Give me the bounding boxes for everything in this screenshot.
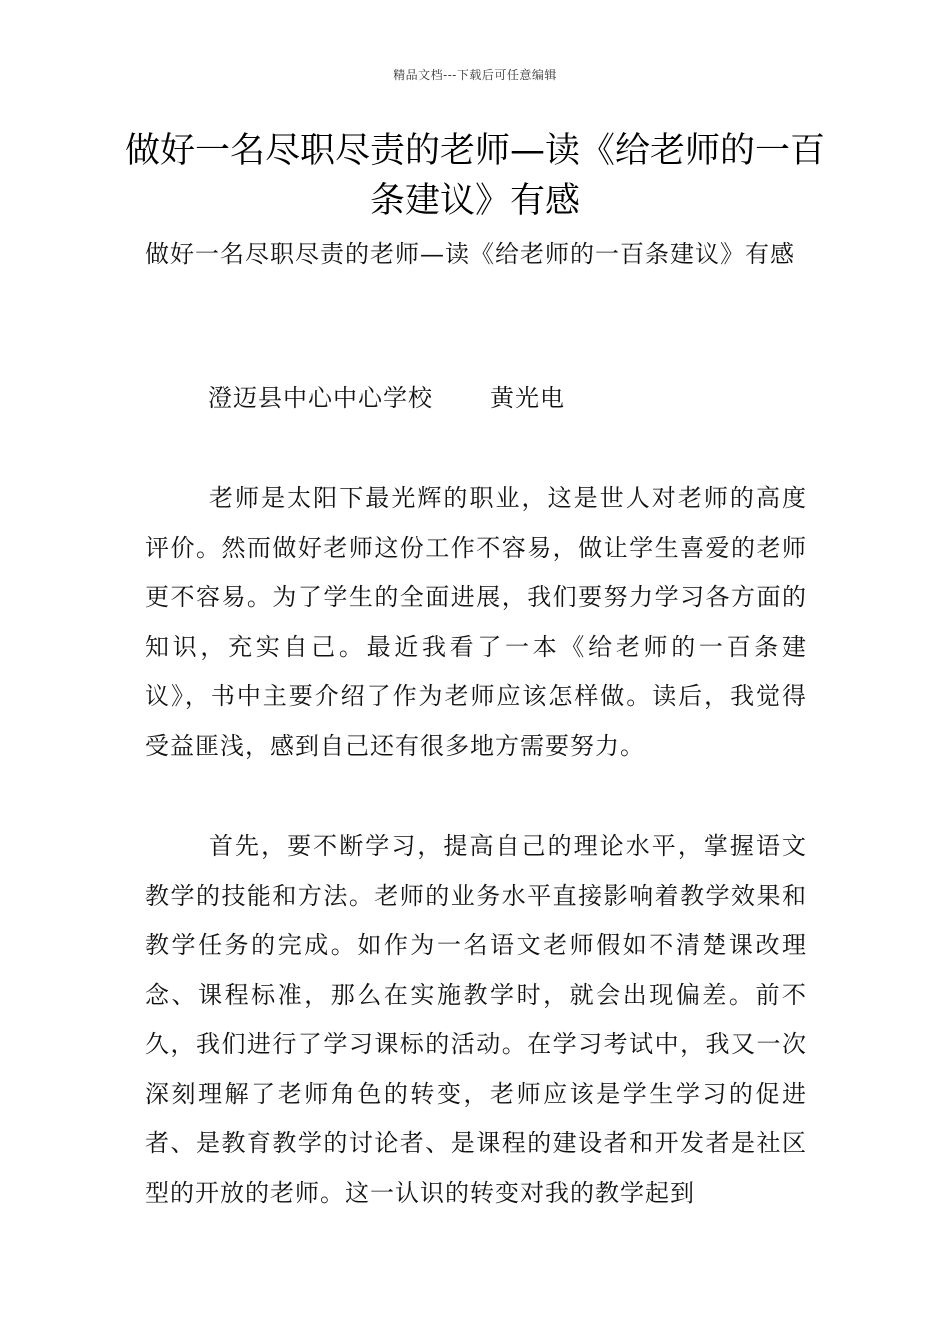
author-school: 澄迈县中心中心学校 <box>208 384 433 412</box>
paragraph-2: 首先，要不断学习，提高自己的理论水平，掌握语文教学的技能和方法。老师的业务水平直接影响着教学效果和教学任务的完成。如作为一名语文老师假如不清楚课改理念、课程标准，那么在实施教学时，就会出现偏差。前不久，我们进行了学习课标的活动。在学习考试中，我又一次深刻理解了老师角色的转变，老师应该是学生学习的促进者、是教育教学的讨论者、是课程的建设者和开发者是社区型的开放的老师。这一认识的转变对我的教学起到 <box>145 832 807 1207</box>
header-note: 精品文档---下载后可任意编辑 <box>393 68 557 82</box>
paragraph-1: 老师是太阳下最光辉的职业，这是世人对老师的高度评价。然而做好老师这份工作不容易，做让学生喜爱的老师更不容易。为了学生的全面进展，我们要努力学习各方面的知识，充实自己。最近我看了一本《给老师的一百条建议》，书中主要介绍了作为老师应该怎样做。读后，我觉得受益匪浅，感到自己还有很多地方需要努力。 <box>145 484 807 760</box>
author-line <box>208 374 565 424</box>
document-title: 做好一名尽职尽责的老师—读《给老师的一百条建议》有感 <box>124 131 825 221</box>
author-name: 黄光电 <box>490 384 565 412</box>
document-subtitle: 做好一名尽职尽责的老师—读《给老师的一百条建议》有感 <box>145 240 795 268</box>
